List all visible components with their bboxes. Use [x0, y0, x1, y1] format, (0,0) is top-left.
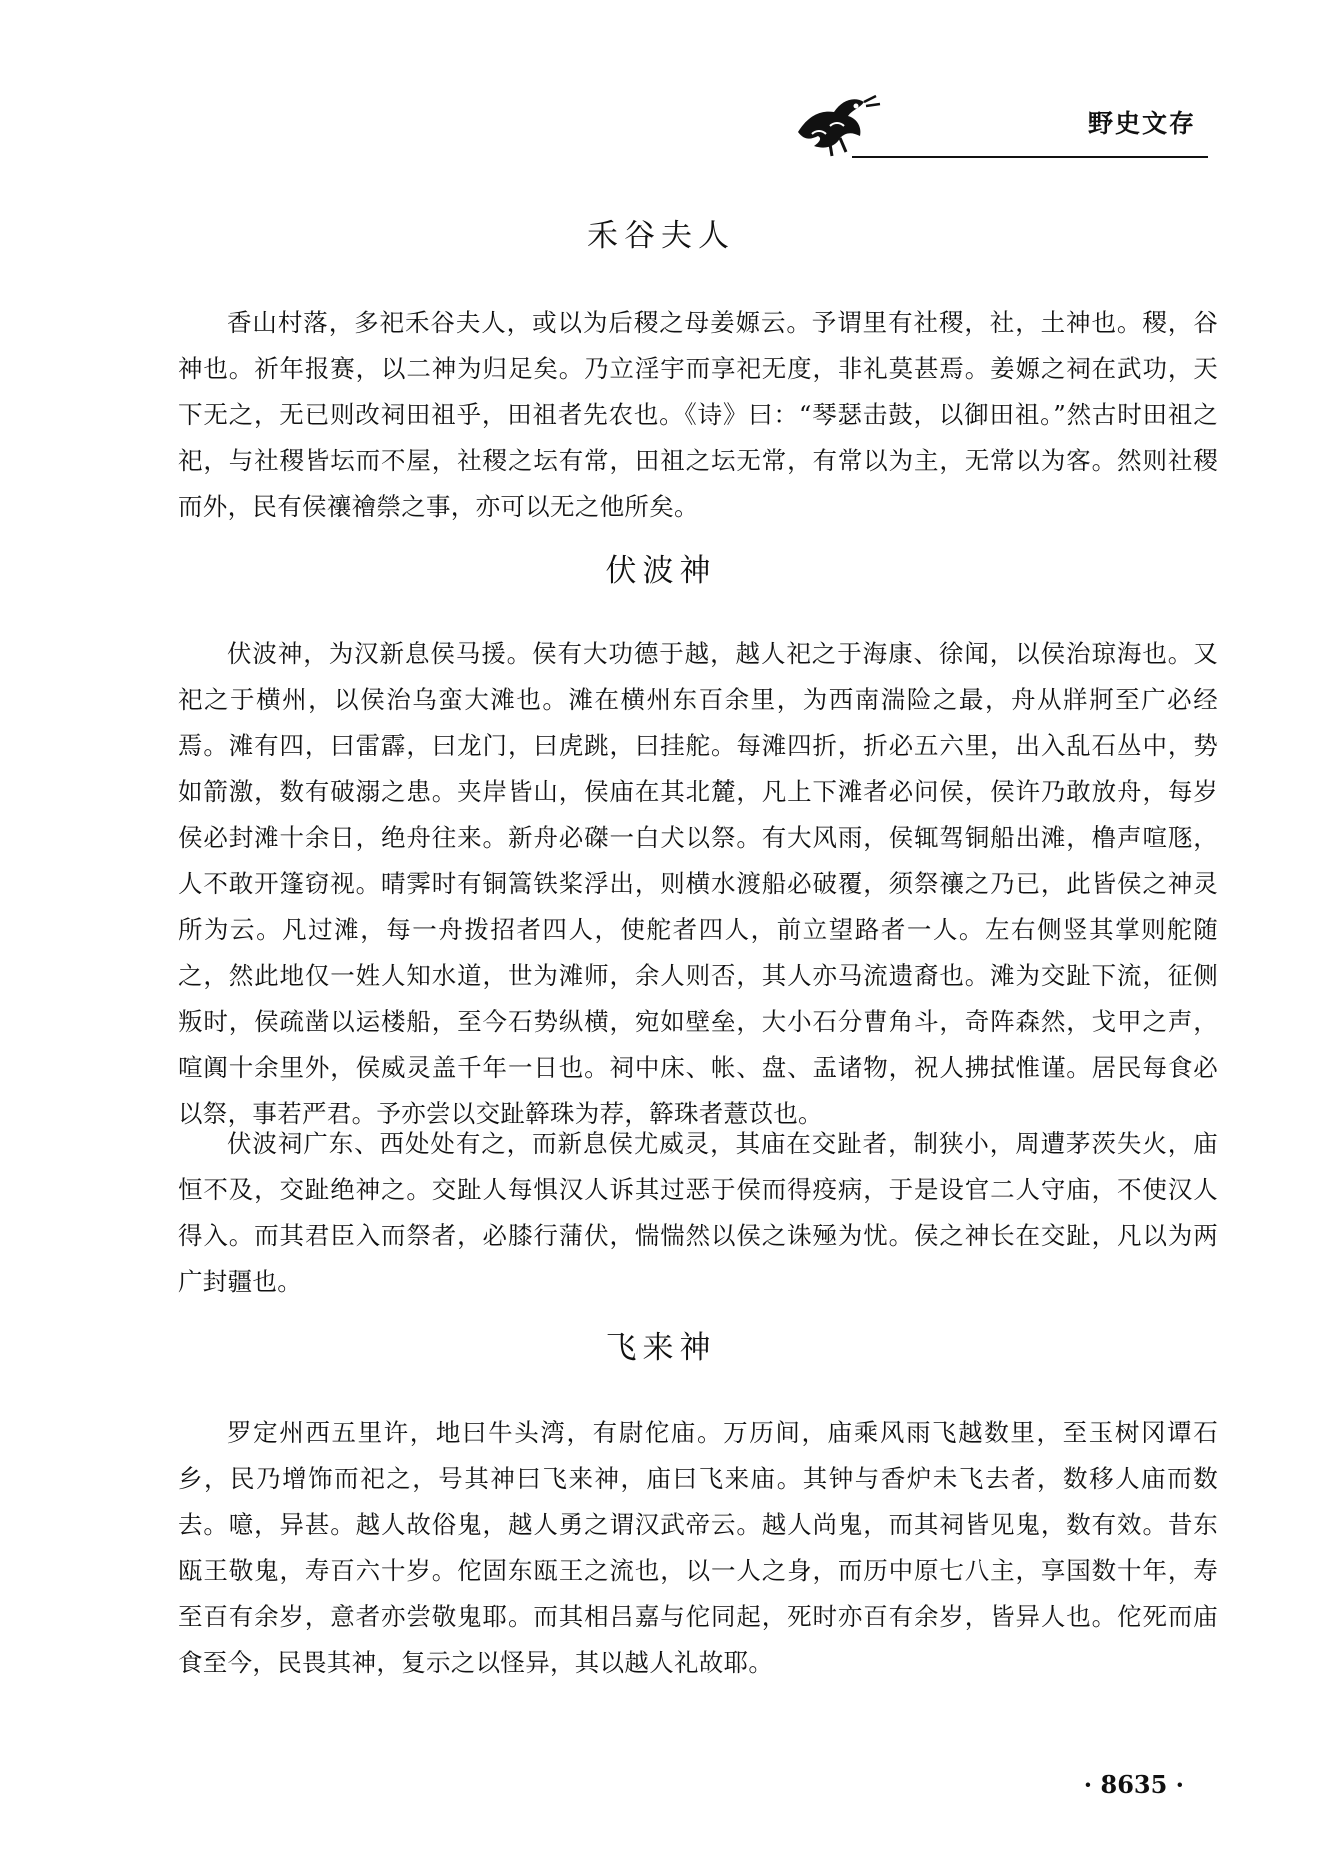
paragraph-fubo-shen-2: 伏波祠广东、西处处有之，而新息侯尤威灵，其庙在交趾者，制狭小，周遭茅茨失火，庙恒不及，交趾绝神之。交趾人每惧汉人诉其过恶于侯而得疫病，于是设官二人守庙，不使汉人得入。而其君臣入而祭者，必膝行蒲伏，惴惴然以侯之诛殛为忧。侯之神长在交趾，凡以为两广封疆也。 — [178, 1129, 1218, 1296]
paragraph-hegu-furen: 香山村落，多祀禾谷夫人，或以为后稷之母姜嫄云。予谓里有社稷，社，土神也。稷，谷神也。祈年报赛，以二神为归足矣。乃立淫宇而享祀无度，非礼莫甚焉。姜嫄之祠在武功，天下无之，无已则改祠田祖乎，田祖者先农也。《诗》曰：“琴瑟击鼓，以御田祖。”然古时田祖之祀，与社稷皆坛而不屋，社稷之坛有常，田祖之坛无常，有常以为主，无常以为客。然则社稷而外，民有侯禳禬禜之事，亦可以无之他所矣。 — [178, 308, 1218, 521]
header-rule — [852, 156, 1208, 158]
dragon-logo-icon — [790, 88, 886, 158]
section-title-feilai-shen: 飞来神 — [605, 1330, 717, 1366]
section-title-hegu-furen: 禾谷夫人 — [587, 218, 735, 254]
page-number: · 8635 · — [1083, 1770, 1184, 1799]
series-title: 野史文存 — [1087, 109, 1196, 138]
paragraph-feilai-shen: 罗定州西五里许，地曰牛头湾，有尉佗庙。万历间，庙乘风雨飞越数里，至玉树冈谭石乡，民乃增饰而祀之，号其神曰飞来神，庙曰飞来庙。其钟与香炉未飞去者，数移人庙而数去。噫，异甚。越人故俗鬼，越人勇之谓汉武帝云。越人尚鬼，而其祠皆见鬼，数有效。昔东瓯王敬鬼，寿百六十岁。佗固东瓯王之流也，以一人之身，而历中原七八主，享国数十年，寿至百有余岁，意者亦尝敬鬼耶。而其相吕嘉与佗同起，死时亦百有余岁，皆异人也。佗死而庙食至今，民畏其神，复示之以怪异，其以越人礼故耶。 — [178, 1418, 1218, 1677]
running-header — [790, 82, 1210, 158]
section-title-fubo-shen: 伏波神 — [605, 553, 717, 589]
paragraph-fubo-shen-1: 伏波神，为汉新息侯马援。侯有大功德于越，越人祀之于海康、徐闻，以侯治琼海也。又祀之于横州，以侯治乌蛮大滩也。滩在横州东百余里，为西南湍险之最，舟从牂牁至广必经焉。滩有四，曰雷霹，曰龙门，曰虎跳，曰挂舵。每滩四折，折必五六里，出入乱石丛中，势如箭激，数有破溺之患。夹岸皆山，侯庙在其北麓，凡上下滩者必问侯，侯许乃敢放舟，每岁侯必封滩十余日，绝舟往来。新舟必磔一白犬以祭。有大风雨，侯辄驾铜船出滩，橹声喧豗，人不敢开篷窃视。晴霁时有铜篙铁桨浮出，则横水渡船必破覆，须祭禳之乃已，此皆侯之神灵所为云。凡过滩，每一舟拨招者四人，使舵者四人，前立望路者一人。左右侧竖其掌则舵随之，然此地仅一姓人知水道，世为滩师，余人则否，其人亦马流遗裔也。滩为交趾下流，征侧叛时，侯疏凿以运楼船，至今石势纵横，宛如壁垒，大小石分曹角斗，奇阵森然，戈甲之声，喧阗十余里外，侯威灵盖千年一日也。祠中床、帐、盘、盂诸物，祝人拂拭惟谨。居民每食必以祭，事若严君。予亦尝以交趾簳珠为荐，簳珠者薏苡也。 — [178, 639, 1218, 1128]
